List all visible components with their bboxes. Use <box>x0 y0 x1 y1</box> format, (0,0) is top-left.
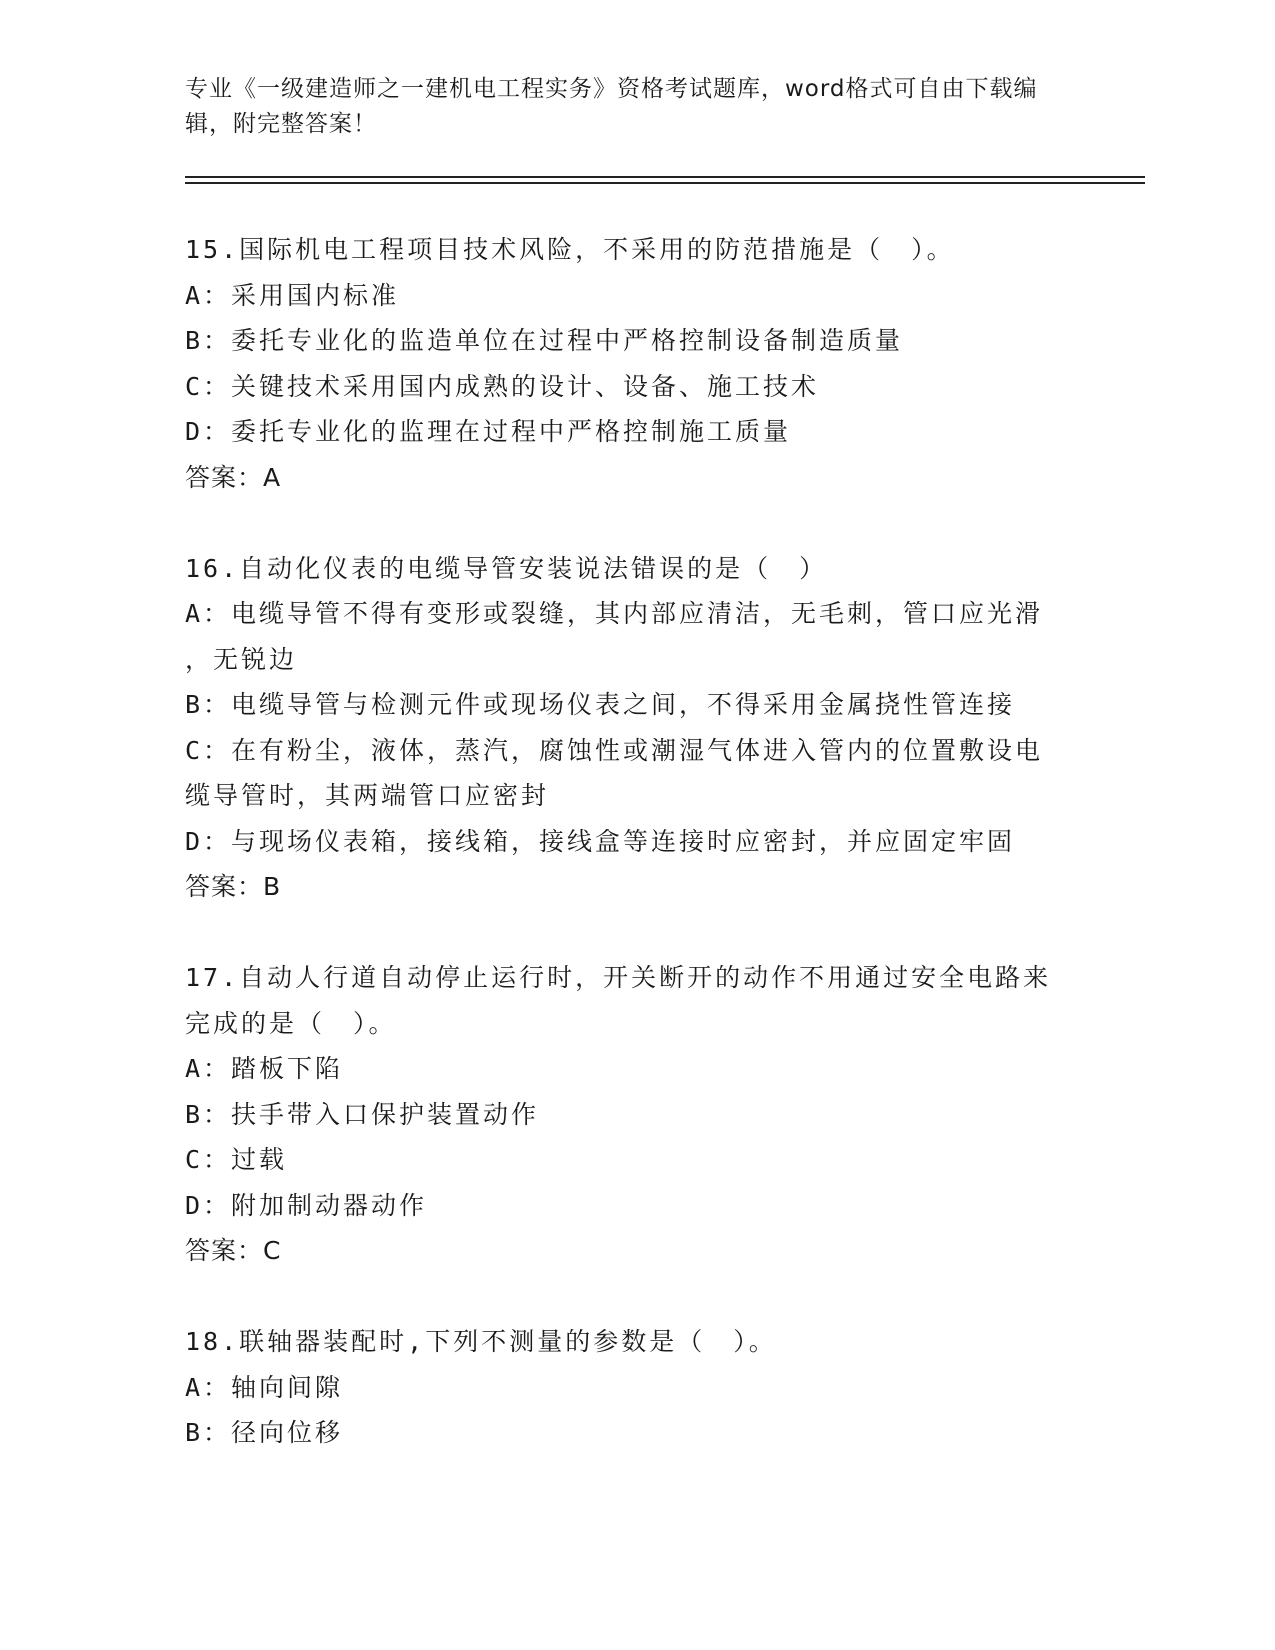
option-c: C：关键技术采用国内成熟的设计、设备、施工技术 <box>185 371 820 401</box>
question-stem: 完成的是（ ）。 <box>185 1008 397 1038</box>
option-c: 缆导管时，其两端管口应密封 <box>185 781 550 810</box>
option-a: A：电缆导管不得有变形或裂缝，其内部应清洁，无毛刺，管口应光滑 <box>185 599 1044 628</box>
option-a: ，无锐边 <box>185 644 298 674</box>
option-c: C：在有粉尘，液体，蒸汽，腐蚀性或潮湿气体进入管内的位置敷设电 <box>185 735 1044 765</box>
question-3 <box>185 955 1085 1274</box>
header-line-2: 辑，附完整答案！ <box>185 111 377 137</box>
question-2 <box>185 546 1085 910</box>
header-divider-top <box>185 176 1145 178</box>
option-d: D：委托专业化的监理在过程中严格控制施工质量 <box>185 417 792 446</box>
option-d: D：附加制动器动作 <box>185 1190 428 1220</box>
question-stem: 16.自动化仪表的电缆导管安装说法错误的是（ ） <box>185 553 828 583</box>
option-c: C：过载 <box>185 1145 288 1174</box>
question-stem: 17.自动人行道自动停止运行时，开关断开的动作不用通过安全电路来 <box>185 963 1052 992</box>
answer-label: 答案：B <box>185 872 282 901</box>
question-list <box>185 227 1085 1501</box>
option-a: A：踏板下陷 <box>185 1054 344 1083</box>
option-b: B：电缆导管与检测元件或现场仪表之间，不得采用金属挠性管连接 <box>185 690 1016 719</box>
option-a: A：采用国内标准 <box>185 280 400 310</box>
option-a: A：轴向间隙 <box>185 1372 344 1402</box>
answer-label: 答案：A <box>185 462 282 492</box>
question-4 <box>185 1319 1085 1456</box>
option-b: B：委托专业化的监造单位在过程中严格控制设备制造质量 <box>185 326 904 355</box>
document-header <box>185 72 1065 142</box>
header-divider-bottom <box>185 182 1145 184</box>
question-1 <box>185 227 1085 500</box>
header-line-1: 专业《一级建造师之一建机电工程实务》资格考试题库，word格式可自由下载编 <box>185 76 1038 102</box>
answer-label: 答案：C <box>185 1236 282 1265</box>
option-b: B：径向位移 <box>185 1418 344 1447</box>
option-d: D：与现场仪表箱，接线箱，接线盒等连接时应密封，并应固定牢固 <box>185 826 1016 856</box>
option-b: B：扶手带入口保护装置动作 <box>185 1099 540 1129</box>
question-stem: 15.国际机电工程项目技术风险，不采用的防范措施是（ ）。 <box>185 235 955 264</box>
question-stem: 18.联轴器装配时,下列不测量的参数是（ ）。 <box>185 1327 777 1356</box>
